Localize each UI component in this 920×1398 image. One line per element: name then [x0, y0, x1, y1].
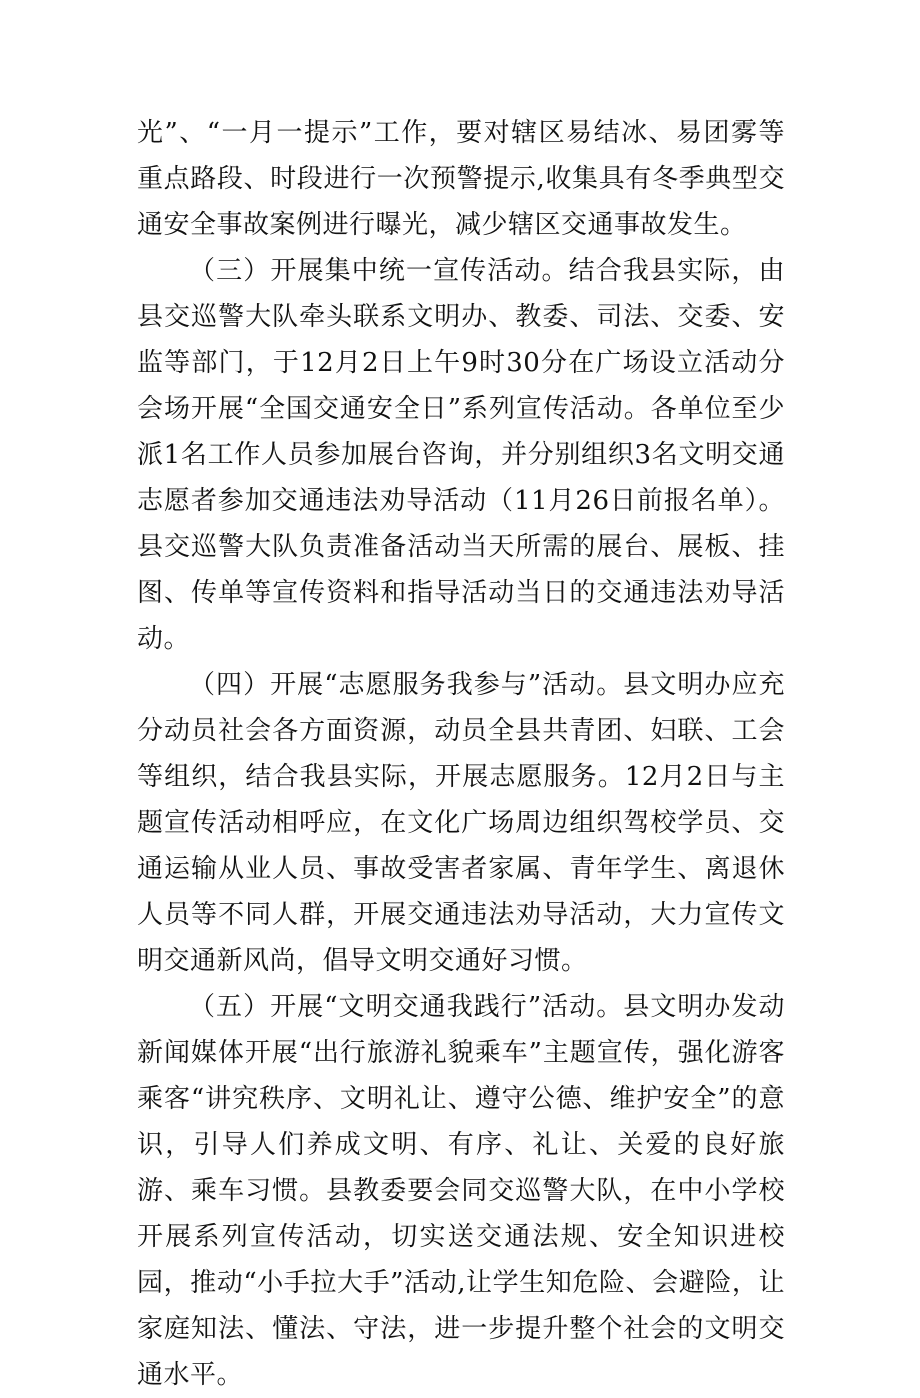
- document-body: [137, 110, 785, 1398]
- paragraph-continuation: 光”、“一月一提示”工作，要对辖区易结冰、易团雾等重点路段、时段进行一次预警提示,收集具有冬季典型交通安全事故案例进行曝光，减少辖区交通事故发生。: [137, 118, 785, 240]
- paragraph-section-three: （三）开展集中统一宣传活动。结合我县实际，由县交巡警大队牵头联系文明办、教委、司法、交委、安监等部门，于12月2日上午9时30分在广场设立活动分会场开展“全国交通安全日”系列宣传活动。各单位至少派1名工作人员参加展台咨询，并分别组织3名文明交通志愿者参加交通违法劝导活动（11月26日前报名单）。县交巡警大队负责准备活动当天所需的展台、展板、挂图、传单等宣传资料和指导活动当日的交通违法劝导活动。: [137, 256, 785, 654]
- paragraph-section-four: （四）开展“志愿服务我参与”活动。县文明办应充分动员社会各方面资源，动员全县共青团、妇联、工会等组织，结合我县实际，开展志愿服务。12月2日与主题宣传活动相呼应，在文化广场周边组织驾校学员、交通运输从业人员、事故受害者家属、青年学生、离退休人员等不同人群，开展交通违法劝导活动，大力宣传文明交通新风尚，倡导文明交通好习惯。: [137, 670, 785, 976]
- paragraph-section-five: （五）开展“文明交通我践行”活动。县文明办发动新闻媒体开展“出行旅游礼貌乘车”主题宣传，强化游客乘客“讲究秩序、文明礼让、遵守公德、维护安全”的意识，引导人们养成文明、有序、礼让、关爱的良好旅游、乘车习惯。县教委要会同交巡警大队，在中小学校开展系列宣传活动，切实送交通法规、安全知识进校园，推动“小手拉大手”活动,让学生知危险、会避险，让家庭知法、懂法、守法，进一步提升整个社会的文明交通水平。: [137, 992, 785, 1390]
